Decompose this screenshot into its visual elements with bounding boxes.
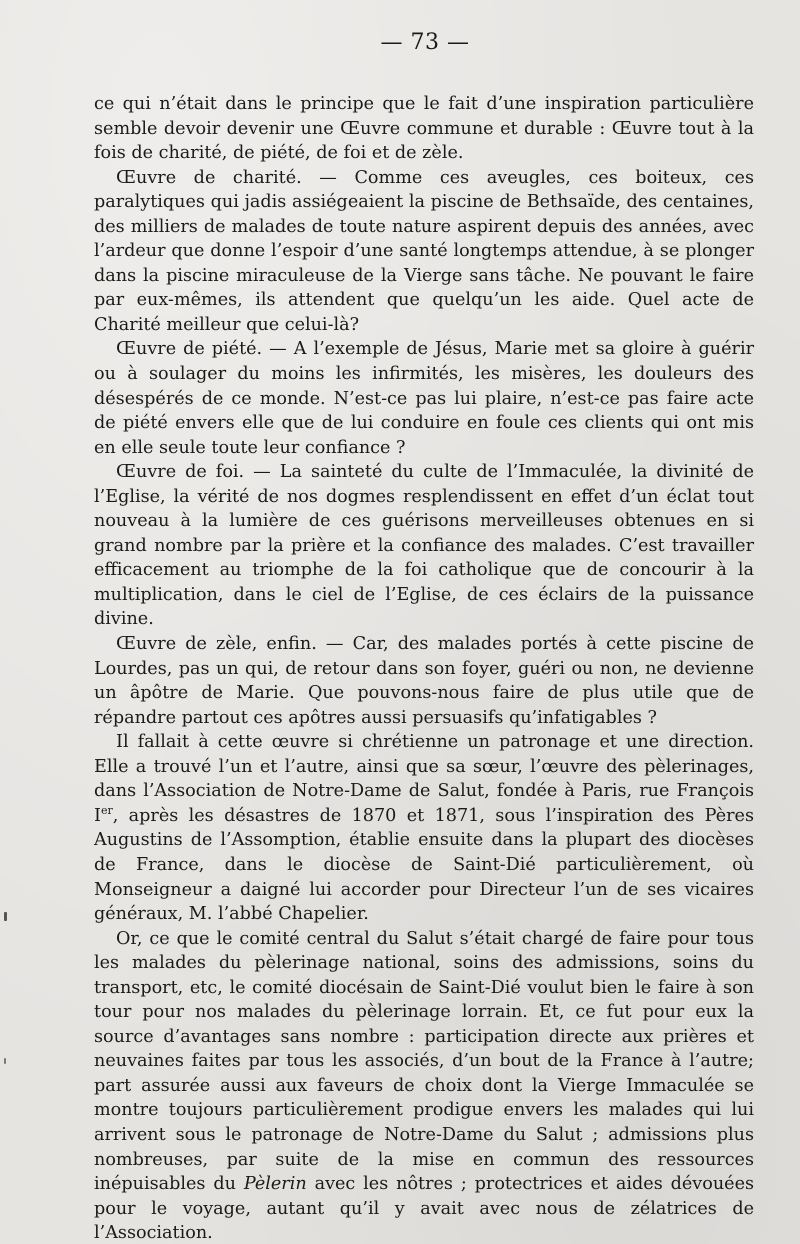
paragraph: [94, 92, 754, 166]
paragraph-text: ce qui n’était dans le principe que le fait d’une inspiration particulière semble devoir devenir une Œuvre commune et durable : Œuvre tout à la fois de charité, de piété, de foi et de zèle.: [94, 94, 754, 164]
paragraph-text: Il fallait à cette œuvre si chrétienne un patronage et une direction. Elle a trouvé l’un et l’autre, ainsi que sa sœur, l’œuvre des pèlerinages, dans l’Association de Notre-Dame de Salut, fondée à Paris, rue François I: [94, 732, 754, 826]
paragraph-text: , après les désastres de 1870 et 1871, sous l’inspiration des Pères Augustins de l’Assomption, établie ensuite dans la plupart des diocèses de France, dans le diocèse de Saint-Dié particulièrement, où Monseigneur a daigné lui accorder pour Directeur l’un de ses vicaires généraux, M. l’abbé Chapelier.: [94, 805, 754, 925]
paragraph-text: Œuvre de zèle, enfin. — Car, des malades portés à cette piscine de Lourdes, pas un qui, de retour dans son foyer, guéri ou non, ne devienne un âpôtre de Marie. Que pouvons-nous faire de plus utile que de répandre partout ces apôtres aussi persuasifs qu’infatigables ?: [94, 634, 754, 728]
paragraph: [94, 927, 754, 1244]
paragraph: [94, 337, 754, 460]
paragraph-text: Œuvre de charité. — Comme ces aveugles, ces boiteux, ces paralytiques qui jadis assiégeaient la piscine de Bethsaïde, des centaines, des milliers de malades de toute nature aspirent depuis des années, avec l’ardeur que donne l’espoir d’une santé longtemps attendue, à se plonger dans la piscine miraculeuse de la Vierge sans tâche. Ne pouvant le faire par eux-mêmes, ils attendent que quelqu’un les aide. Quel acte de Charité meilleur que celui-là?: [94, 167, 754, 335]
superscript: er: [100, 804, 113, 817]
paragraph: [94, 632, 754, 730]
paragraph: [94, 460, 754, 632]
page-number: — 73 —: [380, 30, 470, 55]
margin-mark: [4, 912, 7, 921]
body-text: [94, 92, 754, 1244]
margin-mark: [4, 1058, 6, 1064]
italic-text: Pèlerin: [243, 1174, 307, 1195]
paragraph-text: avec les nôtres ; protectrices et aides dévouées pour le voyage, autant qu’il y avait avec nous de zélatrices de l’Association.: [94, 1174, 755, 1244]
paragraph: [94, 730, 754, 926]
paragraph: [94, 166, 754, 338]
paragraph-text: Œuvre de piété. — A l’exemple de Jésus, Marie met sa gloire à guérir ou à soulager du moins les infirmités, les misères, les douleurs des désespérés de ce monde. N’est-ce pas lui plaire, n’est-ce pas faire acte de piété envers elle que de lui conduire en foule ces clients qui ont mis en elle seule toute leur confiance ?: [94, 339, 754, 458]
paragraph-text: Œuvre de foi. — La sainteté du culte de l’Immaculée, la divinité de l’Eglise, la vérité de nos dogmes resplendissent en effet d’un éclat tout nouveau à la lumière de ces guérisons merveilleuses obtenues en si grand nombre par la prière et la confiance des malades. C’est travailler efficacement au triomphe de la foi catholique que de concourir à la multiplication, dans le ciel de l’Eglise, de ces éclairs de la puissance divine.: [94, 462, 754, 630]
paragraph-text: Or, ce que le comité central du Salut s’était chargé de faire pour tous les malades du pèlerinage national, soins des admissions, soins du transport, etc, le comité diocésain de Saint-Dié voulut bien le faire à son tour pour nos malades du pèlerinage lorrain. Et, ce fut pour eux la source d’avantages sans nombre : participation directe aux prières et neuvaines faites par tous les associés, d’un bout de la France à l’autre; part assurée aussi aux faveurs de choix dont la Vierge Immaculée se montre toujours particulièrement prodigue envers les malades qui lui arrivent sous le patronage de Notre-Dame du Salut ; admissions plus nombreuses, par suite de la mise en commun des ressources inépuisables du: [94, 928, 754, 1195]
